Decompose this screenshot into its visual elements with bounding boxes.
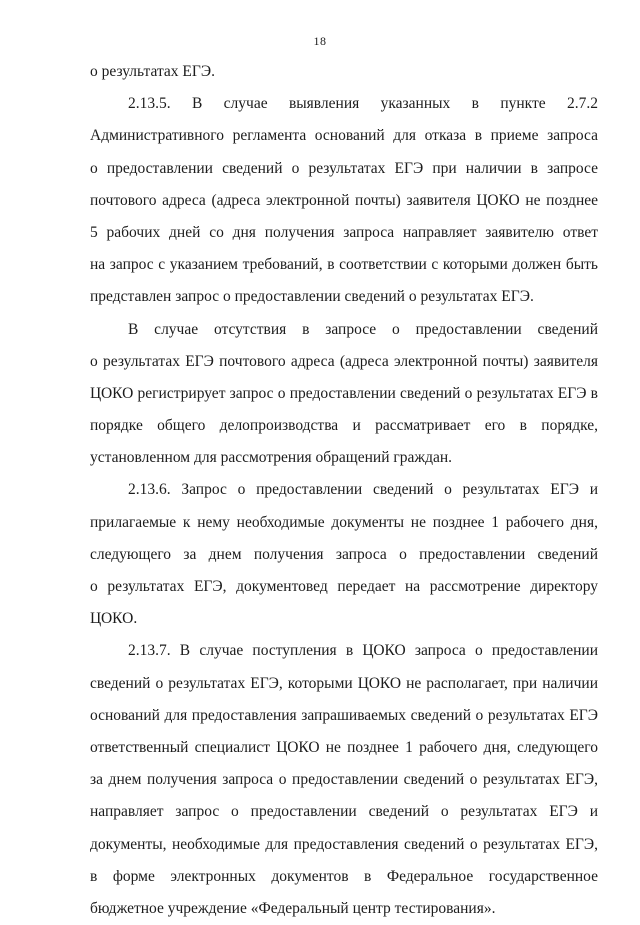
text-line: о предоставлении сведений о результатах ЕГЭ при наличии в запросе xyxy=(90,159,598,177)
text-line: сведений о результатах ЕГЭ, которыми ЦОКО не располагает, при наличии xyxy=(90,674,598,692)
text-line: ЦОКО регистрирует запрос о предоставлении сведений о результатах ЕГЭ в xyxy=(90,384,598,402)
text-line: прилагаемые к нему необходимые документы не позднее 1 рабочего дня, xyxy=(90,513,598,531)
text-line: почтового адреса (адреса электронной почты) заявителя ЦОКО не позднее xyxy=(90,191,598,209)
text-line: Административного регламента оснований для отказа в приеме запроса xyxy=(90,127,598,145)
text-line: направляет запрос о предоставлении сведений о результатах ЕГЭ и xyxy=(90,803,598,821)
text-line: порядке общего делопроизводства и рассматривает его в порядке, xyxy=(90,417,598,435)
text-line: 5 рабочих дней со дня получения запроса направляет заявителю ответ xyxy=(90,223,598,241)
text-line: о результатах ЕГЭ. xyxy=(90,63,215,80)
text-line: о результатах ЕГЭ почтового адреса (адреса электронной почты) заявителя xyxy=(90,352,598,370)
text-line: бюджетное учреждение «Федеральный центр тестирования». xyxy=(90,899,496,917)
text-line: ответственный специалист ЦОКО не позднее 1 рабочего дня, следующего xyxy=(90,738,598,756)
text-line: документы, необходимые для предоставления сведений о результатах ЕГЭ, xyxy=(90,835,598,853)
text-line: о результатах ЕГЭ, документовед передает на рассмотрение директору xyxy=(90,578,598,595)
paragraph-absence-start: В случае отсутствия в запросе о предоставлении сведений xyxy=(128,320,598,338)
text-line: в форме электронных документов в Федеральное государственное xyxy=(90,867,598,885)
text-line: представлен запрос о предоставлении сведений о результатах ЕГЭ. xyxy=(90,288,534,306)
text-line: оснований для предоставления запрашиваемых сведений о результатах ЕГЭ xyxy=(90,706,598,724)
text-line: на запрос с указанием требований, в соответствии с которыми должен быть xyxy=(90,256,598,274)
document-body xyxy=(90,56,598,925)
text-line: установленном для рассмотрения обращений граждан. xyxy=(90,449,453,467)
text-line: ЦОКО. xyxy=(90,610,138,628)
text-line: следующего за днем получения запроса о предоставлении сведений xyxy=(90,545,598,563)
paragraph-2-13-7-start: 2.13.7. В случае поступления в ЦОКО запроса о предоставлении xyxy=(128,642,598,660)
page-number: 18 xyxy=(313,34,327,48)
paragraph-2-13-6-start: 2.13.6. Запрос о предоставлении сведений о результатах ЕГЭ и xyxy=(128,481,598,499)
paragraph-2-13-5-start: 2.13.5. В случае выявления указанных в пункте 2.7.2 xyxy=(128,95,598,113)
text-line: за днем получения запроса о предоставлении сведений о результатах ЕГЭ, xyxy=(90,771,598,789)
